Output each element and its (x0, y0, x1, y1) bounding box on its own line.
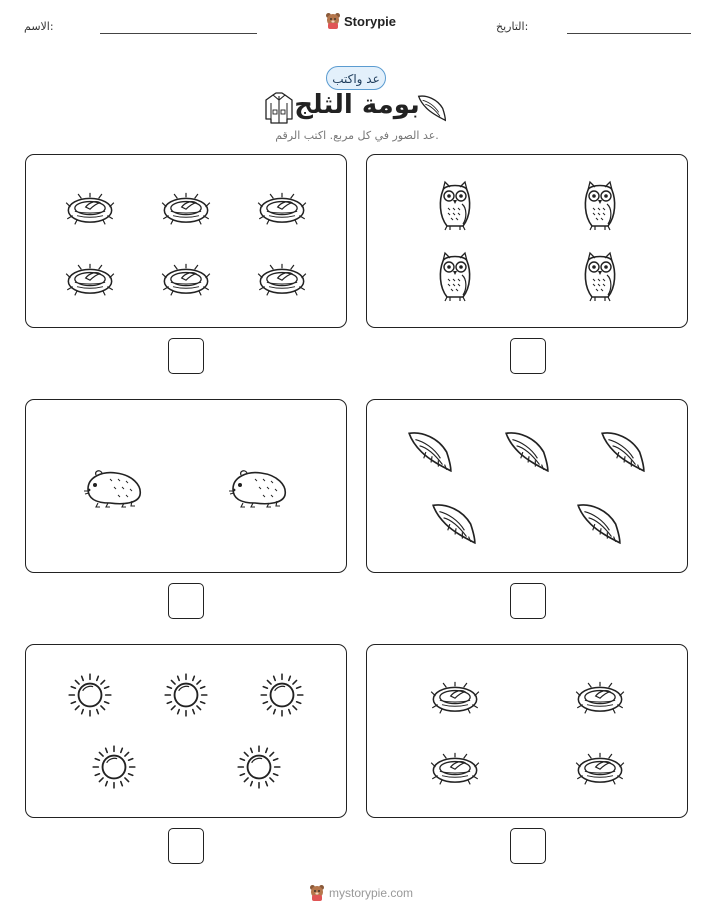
nest-icon (160, 252, 212, 304)
owl-icon (431, 249, 479, 305)
answer-box-4[interactable] (510, 583, 546, 619)
worksheet-title: بومة الثلج (294, 90, 420, 120)
count-panel-2 (366, 154, 688, 328)
nest-icon (64, 181, 116, 233)
owl-icon (576, 178, 624, 234)
instruction-text: عد الصور في كل مربع. اكتب الرقم. (275, 129, 439, 142)
brand-name: Storypie (344, 13, 397, 29)
activity-badge: عد واكتب (326, 66, 386, 90)
answer-box-2[interactable] (510, 338, 546, 374)
nest-icon (429, 741, 481, 793)
wing-icon (574, 497, 624, 547)
footer-url[interactable]: mystorypie.com (329, 886, 414, 900)
footer (309, 884, 413, 902)
name-label: الاسم: (24, 20, 54, 33)
brand-logo (325, 12, 396, 30)
date-label: التاريخ: (496, 20, 529, 33)
wing-icon (429, 497, 479, 547)
count-panel-3 (25, 399, 347, 573)
owl-icon (431, 178, 479, 234)
hamster-icon (80, 463, 148, 509)
wing-title-icon (416, 91, 448, 123)
nest-icon (160, 181, 212, 233)
bear-logo-icon (325, 12, 341, 30)
sun-icon (65, 670, 115, 720)
sun-icon (161, 670, 211, 720)
nest-icon (429, 670, 481, 722)
owl-icon (576, 249, 624, 305)
wing-icon (502, 425, 552, 475)
nest-icon (574, 670, 626, 722)
count-panel-6 (366, 644, 688, 818)
answer-box-3[interactable] (168, 583, 204, 619)
answer-box-5[interactable] (168, 828, 204, 864)
wing-icon (598, 425, 648, 475)
nest-icon (574, 741, 626, 793)
nest-icon (256, 181, 308, 233)
bear-logo-icon (309, 884, 325, 902)
wing-icon (405, 425, 455, 475)
answer-box-6[interactable] (510, 828, 546, 864)
sun-icon (89, 742, 139, 792)
name-line[interactable] (100, 33, 257, 34)
sun-icon (234, 742, 284, 792)
answer-box-1[interactable] (168, 338, 204, 374)
sun-icon (257, 670, 307, 720)
date-line[interactable] (567, 33, 691, 34)
nest-icon (64, 252, 116, 304)
nest-icon (256, 252, 308, 304)
hamster-icon (225, 463, 293, 509)
